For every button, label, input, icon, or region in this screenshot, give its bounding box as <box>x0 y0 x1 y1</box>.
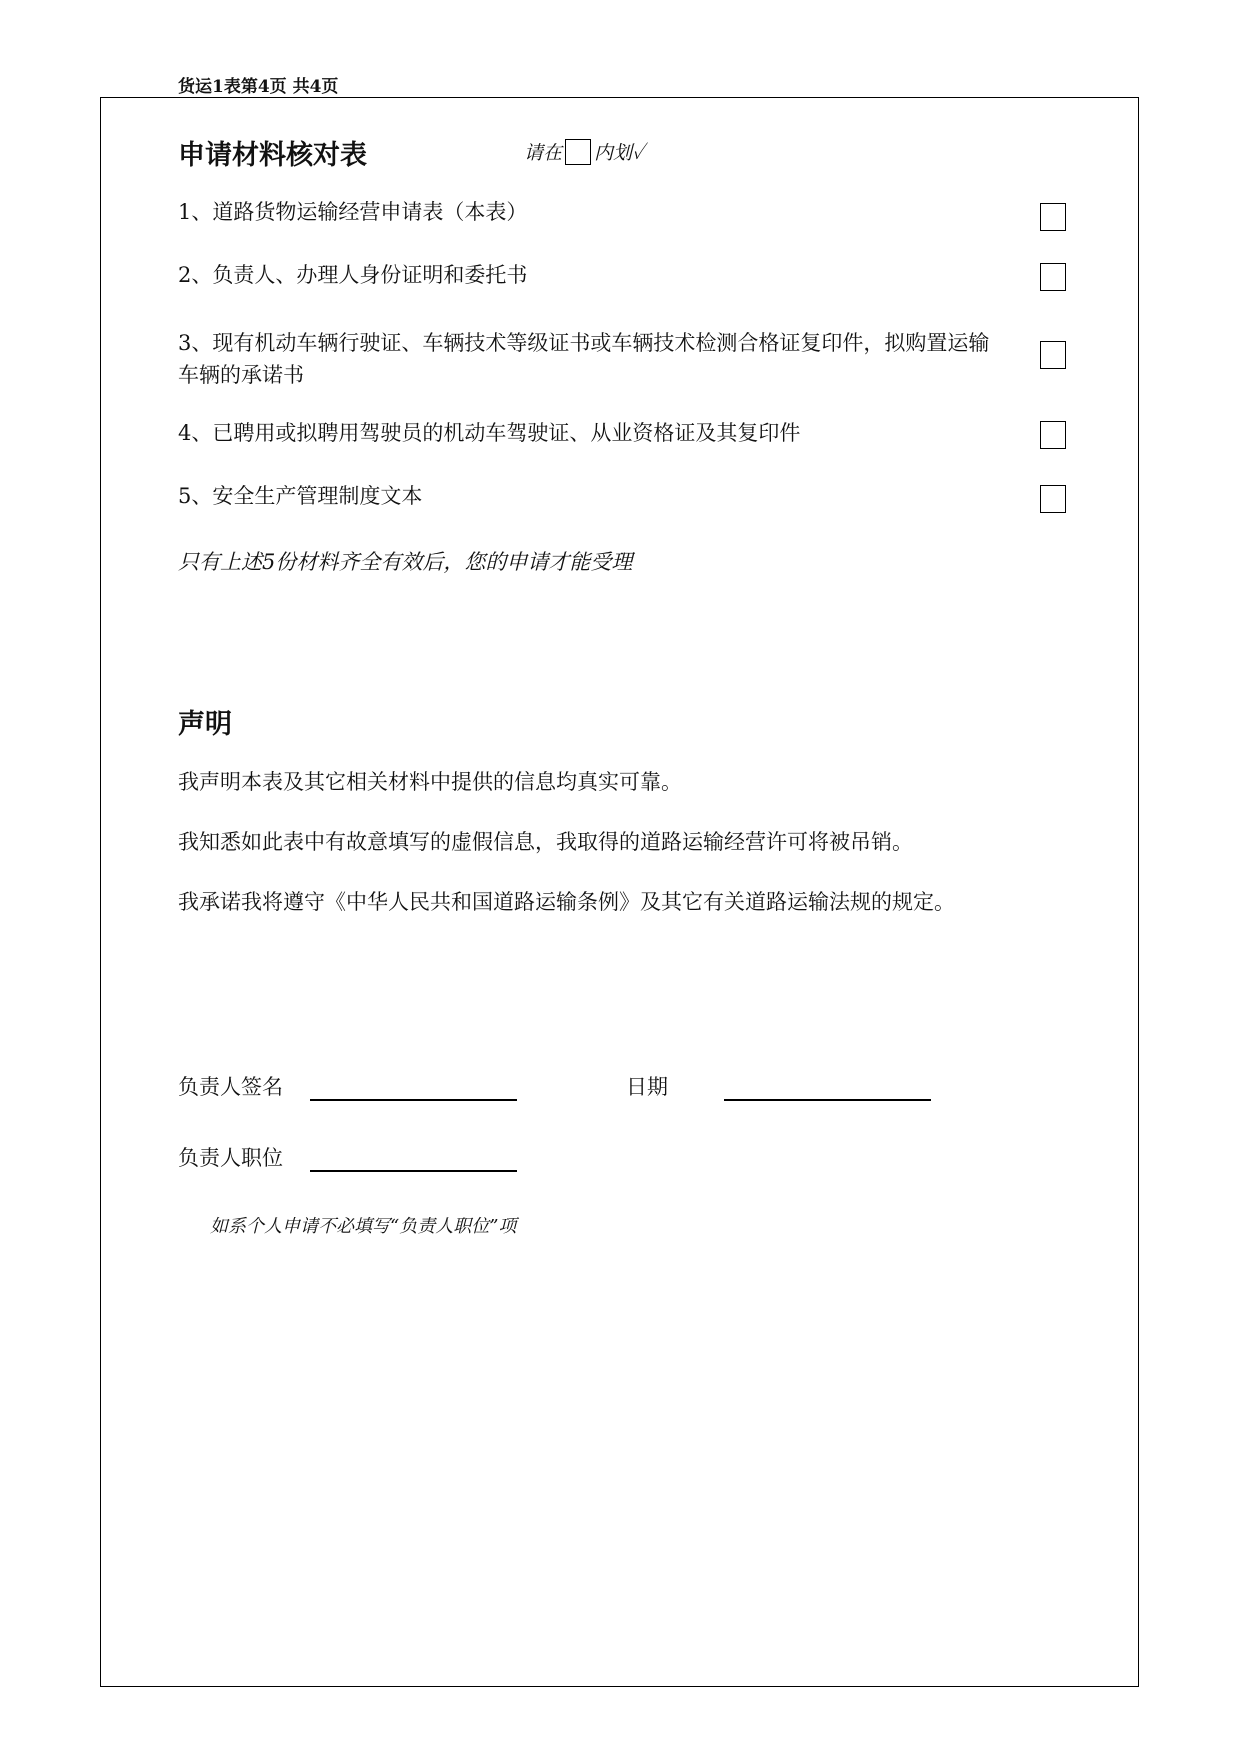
checklist-item-3: 3、现有机动车辆行驶证、车辆技术等级证书或车辆技术检测合格证复印件，拟购置运输车辆的承诺书 <box>178 331 990 387</box>
date-label: 日期 <box>626 1075 668 1099</box>
checklist-item-4: 4、已聘用或拟聘用驾驶员的机动车驾驶证、从业资格证及其复印件 <box>178 421 801 445</box>
instruction-suffix: 内划✓ <box>594 142 645 164</box>
checklist-checkbox-4[interactable] <box>1040 421 1066 449</box>
declaration-title: 声明 <box>178 709 232 740</box>
position-label: 负责人职位 <box>178 1146 283 1170</box>
checklist-note: 只有上述5份材料齐全有效后，您的申请才能受理 <box>178 550 633 574</box>
declaration-statement-1: 我声明本表及其它相关材料中提供的信息均真实可靠。 <box>178 770 682 794</box>
instruction-prefix: 请在 <box>524 142 563 164</box>
signer-label: 负责人签名 <box>178 1075 283 1099</box>
position-note: 如系个人申请不必填写“负责人职位”项 <box>210 1216 517 1237</box>
checklist-item-2: 2、负责人、办理人身份证明和委托书 <box>178 263 528 287</box>
position-field[interactable] <box>310 1170 517 1172</box>
checklist-title: 申请材料核对表 <box>178 140 367 171</box>
declaration-statement-2: 我知悉如此表中有故意填写的虚假信息，我取得的道路运输经营许可将被吊销。 <box>178 830 913 854</box>
sample-checkbox-icon <box>565 139 591 165</box>
checklist-instruction <box>524 138 644 165</box>
declaration-statement-3: 我承诺我将遵守《中华人民共和国道路运输条例》及其它有关道路运输法规的规定。 <box>178 890 955 914</box>
checklist-item-1: 1、道路货物运输经营申请表（本表） <box>178 200 528 224</box>
checklist-checkbox-1[interactable] <box>1040 203 1066 231</box>
checklist-checkbox-2[interactable] <box>1040 263 1066 291</box>
page-number-label: 货运1表第4页 共4页 <box>178 77 339 97</box>
checklist-checkbox-5[interactable] <box>1040 485 1066 513</box>
date-field[interactable] <box>724 1099 931 1101</box>
checklist-item-5: 5、安全生产管理制度文本 <box>178 484 423 508</box>
signer-signature-field[interactable] <box>310 1099 517 1101</box>
checklist-checkbox-3[interactable] <box>1040 341 1066 369</box>
